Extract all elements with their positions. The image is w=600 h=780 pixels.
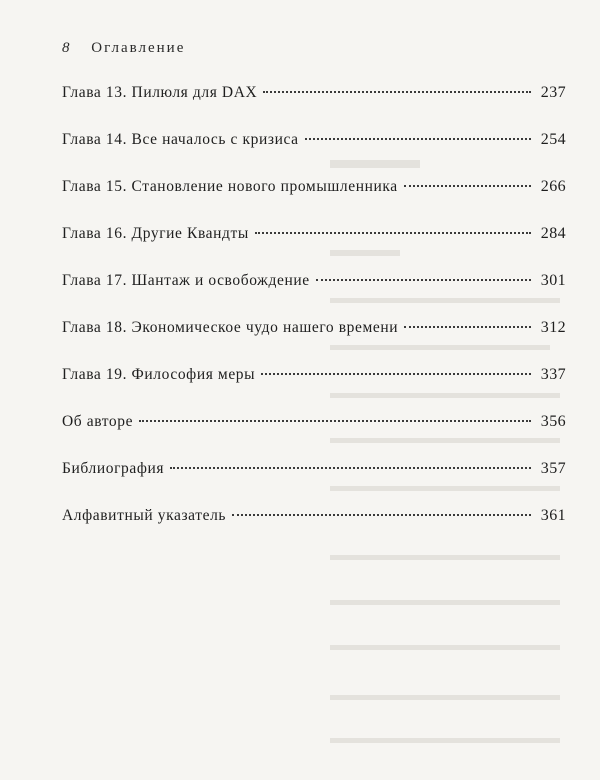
dot-leader	[305, 138, 531, 140]
dot-leader	[170, 467, 531, 469]
toc-entry-page: 254	[540, 131, 566, 148]
toc-entry	[62, 319, 566, 366]
running-header	[62, 40, 185, 57]
toc-entry-page: 337	[540, 366, 566, 383]
dot-leader	[139, 420, 531, 422]
toc-entry-page: 361	[540, 507, 566, 524]
toc-entry-title: Глава 19. Философия меры	[62, 366, 256, 383]
toc-entry-title: Глава 16. Другие Квандты	[62, 225, 249, 242]
dot-leader	[255, 232, 531, 234]
toc-entry-title: Глава 15. Становление нового промышленника	[62, 178, 398, 195]
toc-entry	[62, 225, 566, 272]
toc-entry-title: Об авторе	[62, 413, 134, 430]
toc-entry	[62, 131, 566, 178]
toc-entry	[62, 84, 566, 131]
header-page-number: 8	[62, 40, 72, 56]
toc-entry-title: Глава 13. Пилюля для DAX	[62, 84, 258, 101]
toc-entry	[62, 178, 566, 225]
dot-leader	[404, 185, 531, 187]
toc-entry-title: Глава 17. Шантаж и освобождение	[62, 272, 310, 289]
toc-entry	[62, 413, 566, 460]
toc-entry	[62, 507, 566, 554]
toc-entry-page: 301	[540, 272, 566, 289]
table-of-contents	[62, 84, 566, 554]
dot-leader	[232, 514, 531, 516]
toc-entry-title: Глава 14. Все началось с кризиса	[62, 131, 299, 148]
toc-entry-page: 312	[540, 319, 566, 336]
toc-entry-page: 237	[540, 84, 566, 101]
toc-entry-title: Библиография	[62, 460, 165, 477]
toc-entry-page: 266	[540, 178, 566, 195]
dot-leader	[263, 91, 531, 93]
toc-entry-title: Алфавитный указатель	[62, 507, 227, 524]
dot-leader	[316, 279, 531, 281]
dot-leader	[261, 373, 531, 375]
header-section-title: Оглавление	[91, 40, 186, 56]
toc-entry	[62, 366, 566, 413]
toc-entry-page: 357	[540, 460, 566, 477]
toc-entry	[62, 460, 566, 507]
toc-entry	[62, 272, 566, 319]
toc-entry-page: 284	[540, 225, 566, 242]
toc-entry-page: 356	[540, 413, 566, 430]
toc-entry-title: Глава 18. Экономическое чудо нашего времени	[62, 319, 399, 336]
dot-leader	[404, 326, 531, 328]
